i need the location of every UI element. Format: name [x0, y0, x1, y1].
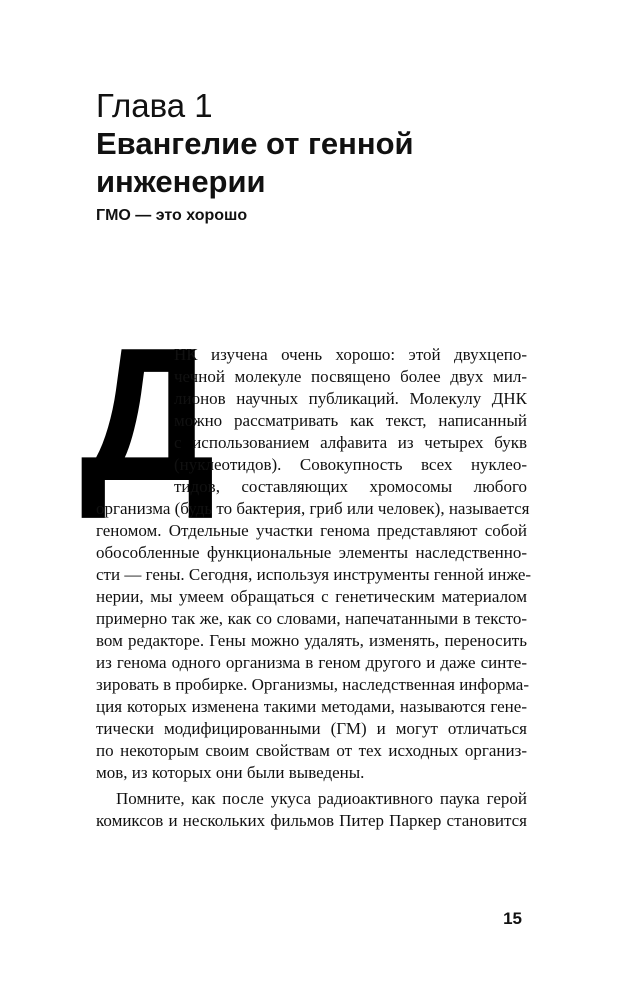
- text-line: геномом. Отдельные участки генома представляют собой: [96, 521, 527, 540]
- text-line: мов, из которых они были выведены.: [96, 763, 365, 782]
- chapter-label: Глава 1: [96, 87, 213, 124]
- text-line: зировать в пробирке. Организмы, наследственная информа-: [96, 675, 530, 694]
- text-line: тически модифицированными (ГМ) и могут отличаться: [96, 719, 527, 738]
- text-line: Помните, как после укуса радиоактивного паука герой: [116, 789, 527, 808]
- chapter-title: Евангелие от генной инженерии: [96, 126, 414, 199]
- text-line: лионов научных публикаций. Молекулу ДНК: [174, 389, 527, 408]
- text-line: с использованием алфавита из четырех букв: [174, 433, 527, 452]
- text-line: нерии, мы умеем обращаться с генетическим материалом: [96, 587, 527, 606]
- page-number: 15: [503, 909, 522, 928]
- text-line: НК изучена очень хорошо: этой двухцепо-: [174, 345, 527, 364]
- text-line: чечной молекуле посвящено более двух мил-: [174, 367, 527, 386]
- text-line: организма (будь то бактерия, гриб или человек), называется: [96, 499, 530, 518]
- chapter-subtitle: ГМО — это хорошо: [96, 207, 248, 224]
- text-line: из генома одного организма в геном другого и даже синте-: [96, 653, 527, 672]
- text-line: (нуклеотидов). Совокупность всех нуклео-: [174, 455, 527, 474]
- text-line: по некоторым своим свойствам от тех исходных организ-: [96, 741, 527, 760]
- drop-cap: Д: [80, 309, 216, 521]
- text-line: можно рассматривать как текст, написанный: [174, 411, 527, 430]
- text-line: ция которых изменена такими методами, называются гене-: [96, 697, 527, 716]
- text-line: комиксов и нескольких фильмов Питер Паркер становится: [96, 811, 527, 830]
- text-line: примерно так же, как со словами, напечатанными в тексто-: [96, 609, 527, 628]
- text-line: вом редакторе. Гены можно удалять, изменять, переносить: [96, 631, 527, 650]
- text-line: обособленные функциональные элементы наследственно-: [96, 543, 527, 562]
- text-line: сти — гены. Сегодня, используя инструменты генной инже-: [96, 565, 532, 584]
- text-line: тидов, составляющих хромосомы любого: [174, 477, 527, 496]
